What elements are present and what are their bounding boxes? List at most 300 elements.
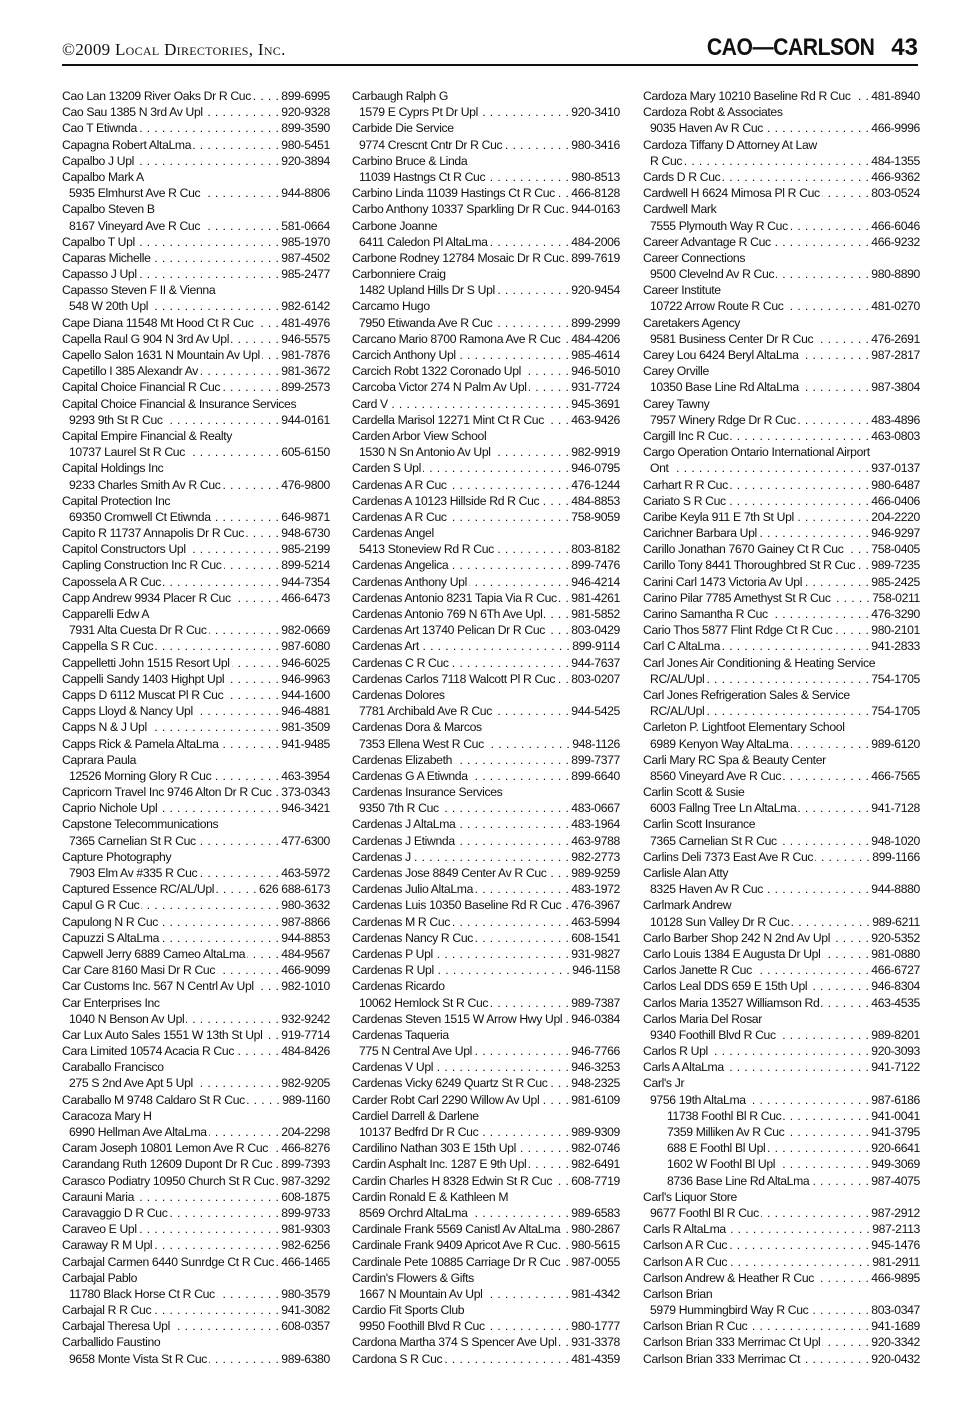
listing-phone: 899-5214 — [281, 558, 330, 573]
listing-name: 1482 Upland Hills Dr S Upl — [359, 283, 495, 298]
leader-dots — [149, 719, 279, 735]
listing-phone: 484-1355 — [871, 153, 920, 168]
listing-entry — [62, 622, 330, 638]
listing-phone: 803-8182 — [571, 542, 620, 557]
listing-name: Carbino Bruce & Linda — [352, 153, 468, 168]
listing-phone: 463-3954 — [281, 768, 330, 783]
listing-entry — [62, 606, 330, 622]
listing-name: Capossela A R Cuc — [62, 574, 162, 589]
listing-phone: 944-1600 — [281, 687, 330, 702]
leader-dots — [767, 1140, 869, 1156]
listing-name: 69350 Cromwell Ct Etiwnda — [69, 509, 211, 524]
leader-dots — [496, 541, 569, 557]
listing-entry — [62, 978, 330, 994]
listing-entry — [62, 1059, 330, 1075]
listing-name: Cardenas C R Cuc — [352, 655, 449, 670]
listing-name: Cappelletti John 1515 Resort Upl — [62, 655, 230, 670]
listing-phone: 931-3378 — [571, 1335, 620, 1350]
listing-name: Capalbo T Upl — [62, 234, 135, 249]
leader-dots — [421, 638, 570, 654]
listing-entry — [62, 1173, 330, 1189]
listing-name: 1579 E Cyprs Pt Dr Upl — [359, 105, 478, 120]
listing-name: Carlos R Upl — [643, 1044, 708, 1059]
leader-dots — [777, 1156, 869, 1172]
listing-phone: 466-6046 — [871, 218, 920, 233]
listing-entry — [62, 897, 330, 913]
listing-name: 11780 Black Horse Ct R Cuc — [69, 1286, 215, 1301]
listing-entry — [62, 1318, 330, 1334]
listing-phone: 466-9895 — [871, 1270, 920, 1285]
leader-dots — [264, 1027, 279, 1043]
listing-phone: 946-0384 — [571, 1011, 620, 1026]
leader-dots — [452, 914, 569, 930]
listing-entry — [643, 687, 920, 703]
listing-phone: 920-3342 — [871, 1335, 920, 1350]
listing-phone: 626 688-6173 — [258, 882, 330, 897]
listing-phone: 484-8426 — [281, 1044, 330, 1059]
listing-name: 5935 Elmhurst Ave R Cuc — [69, 186, 201, 201]
listing-entry — [643, 606, 920, 622]
listing-phone: 944-7354 — [281, 574, 330, 589]
listing-entry — [62, 412, 330, 428]
listing-phone: 608-7719 — [571, 1173, 620, 1188]
leader-dots — [730, 477, 869, 493]
listing-phone: 476-1244 — [571, 477, 620, 492]
leader-dots — [195, 703, 279, 719]
listing-entry — [62, 946, 330, 962]
leader-dots — [423, 460, 569, 476]
listing-entry — [643, 428, 920, 444]
leader-dots — [822, 1334, 869, 1350]
listing-entry — [62, 315, 330, 331]
listing-entry — [643, 638, 920, 654]
leader-dots — [225, 687, 279, 703]
listing-phone: 932-9242 — [281, 1011, 330, 1026]
leader-dots — [222, 379, 279, 395]
listing-phone: 981-3672 — [281, 364, 330, 379]
listing-name: Cao T Etiwnda — [62, 121, 137, 136]
listing-entry — [62, 1270, 330, 1286]
listing-phone: 466-8276 — [281, 1141, 330, 1156]
leader-dots — [441, 800, 569, 816]
listing-entry — [352, 477, 620, 493]
listing-entry — [643, 218, 920, 234]
listing-phone: 463-9788 — [571, 833, 620, 848]
listing-phone: 946-4214 — [571, 574, 620, 589]
listing-name: 10350 Base Line Rd AltaLma — [650, 380, 799, 395]
listing-entry — [62, 865, 330, 881]
leader-dots — [226, 671, 279, 687]
leader-dots — [815, 849, 870, 865]
listing-name: Carcamo Hugo — [352, 299, 430, 314]
listing-phone: 948-1020 — [871, 833, 920, 848]
listing-name: Carlo Louis 1384 E Augusta Dr Upl — [643, 946, 821, 961]
leader-dots — [458, 347, 570, 363]
listing-phone: 483-1964 — [571, 817, 620, 832]
listing-entry — [352, 881, 620, 897]
leader-dots — [470, 768, 570, 784]
listing-column-1 — [62, 88, 330, 1367]
listing-entry — [643, 331, 920, 347]
leader-dots — [554, 1173, 569, 1189]
listing-entry — [62, 736, 330, 752]
listing-phone: 987-6080 — [281, 639, 330, 654]
publisher-credit: ©2009 Local Directories, Inc. — [62, 40, 286, 59]
leader-dots — [523, 363, 569, 379]
listing-name: Cardenas Angel — [352, 526, 434, 541]
leader-dots — [754, 962, 869, 978]
leader-dots — [469, 574, 569, 590]
listing-entry — [352, 784, 620, 800]
listing-phone: 980-2101 — [871, 623, 920, 638]
listing-name: Carlson Brian 333 Merrimac Ct Upl — [643, 1335, 821, 1350]
listing-phone: 948-2325 — [571, 1076, 620, 1091]
listing-phone: 981-9303 — [281, 1222, 330, 1237]
listing-entry — [643, 1286, 920, 1302]
listing-column-3 — [643, 88, 920, 1367]
listing-phone: 803-0524 — [871, 186, 920, 201]
listing-entry — [62, 509, 330, 525]
listing-name: Cardenas Ricardo — [352, 979, 445, 994]
listing-entry — [352, 347, 620, 363]
listing-entry — [643, 104, 920, 120]
listing-name: 11039 Hastngs Ct R Cuc — [359, 169, 486, 184]
listing-name: Cardenas M R Cuc — [352, 914, 451, 929]
leader-dots — [153, 250, 280, 266]
listing-entry — [352, 1059, 620, 1075]
listing-phone: 941-1689 — [871, 1319, 920, 1334]
listing-phone: 899-7393 — [281, 1157, 330, 1172]
listing-name: Cardin Ronald E & Kathleen M — [352, 1189, 509, 1204]
leader-dots — [186, 1011, 279, 1027]
listing-entry — [352, 1124, 620, 1140]
listing-entry — [352, 606, 620, 622]
leader-dots — [765, 120, 869, 136]
listing-entry — [643, 1059, 920, 1075]
listing-name: Carls R AltaLma — [643, 1222, 726, 1237]
leader-dots — [547, 622, 569, 638]
listing-entry — [352, 655, 620, 671]
listing-phone: 476-9800 — [281, 477, 330, 492]
listing-name: Cardenas Luis 10350 Baseline Rd R Cuc — [352, 898, 562, 913]
listing-entry — [62, 849, 330, 865]
listing-entry — [352, 234, 620, 250]
listing-entry — [643, 784, 920, 800]
leader-dots — [566, 250, 569, 266]
listing-name: Carder Robt Carl 2290 Willow Av Upl — [352, 1092, 540, 1107]
listing-phone: 466-0406 — [871, 493, 920, 508]
listing-name: Cardenas Dolores — [352, 687, 445, 702]
leader-dots — [559, 1237, 569, 1253]
listing-name: Cardenas Antonio 8231 Tapia Via R Cuc — [352, 590, 557, 605]
listing-name: Caracoza Mary H — [62, 1108, 152, 1123]
listing-phone: 987-3292 — [281, 1173, 330, 1188]
listing-entry — [643, 816, 920, 832]
listing-phone: 944-8806 — [281, 186, 330, 201]
listing-phone: 477-6300 — [281, 833, 330, 848]
listing-entry — [352, 379, 620, 395]
listing-name: Car Enterprises Inc — [62, 995, 160, 1010]
leader-dots — [550, 1075, 570, 1091]
listing-entry — [643, 800, 920, 816]
listing-name: Carlos Janette R Cuc — [643, 963, 752, 978]
listing-name: Carasco Podiatry 10950 Church St R Cuc — [62, 1173, 275, 1188]
listing-entry — [352, 719, 620, 735]
listing-entry — [352, 460, 620, 476]
listing-name: Caretakers Agency — [643, 315, 741, 330]
leader-dots — [822, 185, 870, 201]
listing-phone: 899-7377 — [571, 752, 620, 767]
leader-dots — [274, 784, 280, 800]
listing-entry — [62, 930, 330, 946]
listing-phone: 980-1777 — [571, 1319, 620, 1334]
leader-dots — [236, 1043, 279, 1059]
listing-name: Carlos Leal DDS 659 E 15th Upl — [643, 979, 808, 994]
listing-phone: 466-9996 — [871, 121, 920, 136]
listing-name: 8736 Base Line Rd AltaLma — [667, 1173, 810, 1188]
listing-phone: 466-6727 — [871, 963, 920, 978]
leader-dots — [833, 590, 871, 606]
leader-dots — [811, 1173, 869, 1189]
leader-dots — [671, 460, 870, 476]
listing-name: Cario Thos 5877 Flint Rdge Ct R Cuc — [643, 623, 833, 638]
leader-dots — [413, 849, 569, 865]
listing-entry — [643, 849, 920, 865]
listing-entry — [352, 396, 620, 412]
listing-name: Carichner Barbara Upl — [643, 526, 757, 541]
listing-name: Cardwell H 6624 Mimosa Pl R Cuc — [643, 186, 820, 201]
listing-phone: 987-2113 — [872, 1222, 920, 1237]
listing-entry — [62, 1027, 330, 1043]
listing-name: Carbonniere Craig — [352, 267, 446, 282]
listing-phone: 944-8853 — [281, 930, 330, 945]
listing-name: Career Institute — [643, 283, 721, 298]
listing-name: Cardenas Taqueria — [352, 1027, 449, 1042]
leader-dots — [247, 946, 279, 962]
listing-entry — [352, 266, 620, 282]
listing-phone: 920-0432 — [871, 1351, 920, 1366]
leader-dots — [224, 557, 280, 573]
listing-entry — [62, 881, 330, 897]
listing-name: Ont — [650, 461, 669, 476]
listing-phone: 646-9871 — [281, 509, 330, 524]
listing-entry — [643, 1318, 920, 1334]
listing-name: 9350 7th R Cuc — [359, 801, 439, 816]
listing-phone: 803-0207 — [571, 671, 620, 686]
listing-column-2 — [352, 88, 620, 1367]
listing-entry — [643, 914, 920, 930]
listing-phone: 466-9232 — [871, 234, 920, 249]
listing-name: 7781 Archibald Ave R Cuc — [359, 704, 492, 719]
leader-dots — [276, 1254, 279, 1270]
listing-phone: 481-8940 — [871, 89, 920, 103]
listing-entry — [352, 88, 620, 104]
leader-dots — [217, 1286, 279, 1302]
listing-phone: 608-1541 — [571, 930, 620, 945]
listing-entry — [643, 897, 920, 913]
listing-entry — [62, 1011, 330, 1027]
leader-dots — [857, 557, 869, 573]
listing-entry — [643, 1092, 920, 1108]
listing-entry — [352, 1254, 620, 1270]
listing-phone: 204-2298 — [281, 1125, 330, 1139]
leader-dots — [187, 444, 279, 460]
listing-entry — [352, 298, 620, 314]
leader-dots — [247, 1092, 280, 1108]
listing-entry — [62, 995, 330, 1011]
listing-name: 10722 Arrow Route R Cuc — [650, 299, 784, 314]
listing-entry — [62, 541, 330, 557]
leader-dots — [730, 428, 869, 444]
listing-entry — [352, 120, 620, 136]
listing-entry — [352, 622, 620, 638]
listing-name: 275 S 2nd Ave Apt 5 Upl — [69, 1076, 193, 1091]
listing-entry — [643, 1124, 920, 1140]
listing-entry — [352, 590, 620, 606]
listing-name: Carey Orville — [643, 364, 709, 379]
listing-name: Career Advantage R Cuc — [643, 234, 771, 249]
leader-dots — [485, 1286, 570, 1302]
listing-name: 9293 9th St R Cuc — [69, 412, 163, 427]
listing-name: Carino Samantha R Cuc — [643, 607, 768, 621]
listing-phone: 987-6186 — [871, 1092, 920, 1107]
listing-phone: 987-4075 — [871, 1173, 920, 1188]
listing-name: Carcich Robt 1322 Coronado Upl — [352, 364, 522, 379]
listing-name: 7903 Elm Av #335 R Cuc — [69, 866, 198, 880]
listing-phone: 803-0347 — [871, 1303, 920, 1318]
listing-name: 6411 Caledon Pl AltaLma — [359, 234, 488, 249]
leader-dots — [722, 169, 869, 185]
leader-dots — [444, 1351, 569, 1367]
listing-name: 9774 Crescnt Cntr Dr R Cuc — [359, 137, 503, 152]
listing-entry — [352, 1286, 620, 1302]
listing-name: Carlos Maria 13527 Williamson Rd — [643, 995, 820, 1010]
leader-dots — [202, 185, 279, 201]
listing-phone: 944-5425 — [571, 704, 620, 719]
listing-entry — [62, 1334, 330, 1350]
listing-phone: 899-9114 — [572, 639, 620, 654]
listing-name: Capps Lloyd & Nancy Upl — [62, 704, 193, 719]
listing-name: 7957 Winery Rdge Dr R Cuc — [650, 412, 796, 427]
listing-name: Capetillo I 385 Alexandr Av — [62, 364, 198, 379]
listing-name: Cardilino Nathan 303 E 15th Upl — [352, 1141, 516, 1156]
leader-dots — [172, 1318, 279, 1334]
listing-phone: 581-0664 — [281, 218, 330, 233]
leader-dots — [451, 655, 570, 671]
listing-entry — [643, 396, 920, 412]
leader-dots — [549, 865, 570, 881]
leader-dots — [804, 574, 869, 590]
listing-phone: 980-6487 — [871, 477, 920, 492]
listing-phone: 931-9827 — [571, 946, 620, 961]
listing-name: Carlmark Andrew — [643, 898, 732, 913]
leader-dots — [810, 1302, 869, 1318]
listing-entry — [643, 363, 920, 379]
leader-dots — [480, 1124, 569, 1140]
listing-phone: 803-0429 — [571, 623, 620, 638]
leader-dots — [748, 1092, 870, 1108]
listing-name: Cao Sau 1385 N 3rd Av Upl — [62, 105, 203, 120]
listing-phone: 466-9362 — [871, 169, 920, 184]
listing-entry — [62, 1205, 330, 1221]
listing-entry — [352, 1189, 620, 1205]
listing-name: RC/AL/Upl — [650, 671, 705, 686]
leader-dots — [557, 671, 569, 687]
listing-name: Cardenas Angelica — [352, 558, 449, 573]
leader-dots — [802, 1351, 869, 1367]
leader-dots — [761, 1205, 869, 1221]
leader-dots — [449, 509, 570, 525]
listing-entry — [352, 185, 620, 201]
listing-name: Capricorn Travel Inc 9746 Alton Dr R Cuc — [62, 785, 272, 800]
leader-dots — [262, 347, 279, 363]
listing-phone: 204-2220 — [871, 509, 920, 524]
listing-entry — [62, 477, 330, 493]
leader-dots — [136, 1189, 279, 1205]
listing-phone: 946-1158 — [572, 963, 620, 978]
listing-name: Carlo Barber Shop 242 N 2nd Av Upl — [643, 930, 831, 945]
listing-phone: 466-1465 — [281, 1254, 330, 1269]
leader-dots — [160, 914, 279, 930]
listing-entry — [352, 768, 620, 784]
listing-entry — [643, 298, 920, 314]
listing-entry — [643, 1334, 920, 1350]
listing-name: 8167 Vineyard Ave R Cuc — [69, 218, 201, 233]
leader-dots — [450, 557, 569, 573]
listing-name: Carballido Faustino — [62, 1335, 161, 1350]
listing-entry — [352, 914, 620, 930]
listing-phone: 980-3416 — [571, 137, 620, 152]
listing-name: 775 N Central Ave Upl — [359, 1044, 473, 1059]
leader-dots — [722, 638, 869, 654]
listing-entry — [643, 1302, 920, 1318]
leader-dots — [487, 1318, 570, 1334]
listing-name: Carden S Upl — [352, 461, 421, 476]
leader-dots — [213, 768, 279, 784]
listing-name: Cardenas P Upl — [352, 946, 433, 961]
listing-name: Capul G R Cuc — [62, 898, 140, 913]
listing-entry — [352, 509, 620, 525]
listing-entry — [352, 363, 620, 379]
listing-name: Capital Choice Financial & Insurance Services — [62, 396, 297, 411]
listing-phone: 982-6491 — [571, 1157, 620, 1172]
listing-name: Capuzzi S AltaLma — [62, 930, 160, 945]
listing-name: 9950 Foothill Blvd R Cuc — [359, 1319, 485, 1334]
leader-dots — [449, 477, 570, 493]
listing-entry — [62, 218, 330, 234]
listing-name: Capps Rick & Pamela AltaLma — [62, 736, 219, 751]
listing-phone: 758-0211 — [872, 590, 920, 605]
listing-name: Capital Empire Financial & Realty — [62, 428, 232, 443]
listing-phone: 899-2999 — [571, 315, 620, 330]
leader-dots — [169, 1205, 279, 1221]
listing-entry — [62, 1351, 330, 1367]
listing-name: Car Care 8160 Masi Dr R Cuc — [62, 963, 216, 978]
listing-phone: 987-0055 — [571, 1254, 620, 1269]
leader-dots — [706, 671, 869, 687]
listing-entry — [352, 137, 620, 153]
listing-name: Capagna Robert AltaLma — [62, 137, 192, 152]
listing-entry — [352, 1237, 620, 1253]
listing-entry — [643, 736, 920, 752]
leader-dots — [728, 1221, 870, 1237]
listing-entry — [352, 897, 620, 913]
listing-phone: 920-5352 — [871, 930, 920, 945]
listing-name: Carcano Mario 8700 Ramona Ave R Cuc — [352, 331, 561, 346]
listing-name: Caraballo M 9748 Caldaro St R Cuc — [62, 1092, 245, 1107]
leader-dots — [457, 816, 569, 832]
listing-name: Carbajal Carmen 6440 Sunrdge Ct R Cuc — [62, 1254, 274, 1269]
